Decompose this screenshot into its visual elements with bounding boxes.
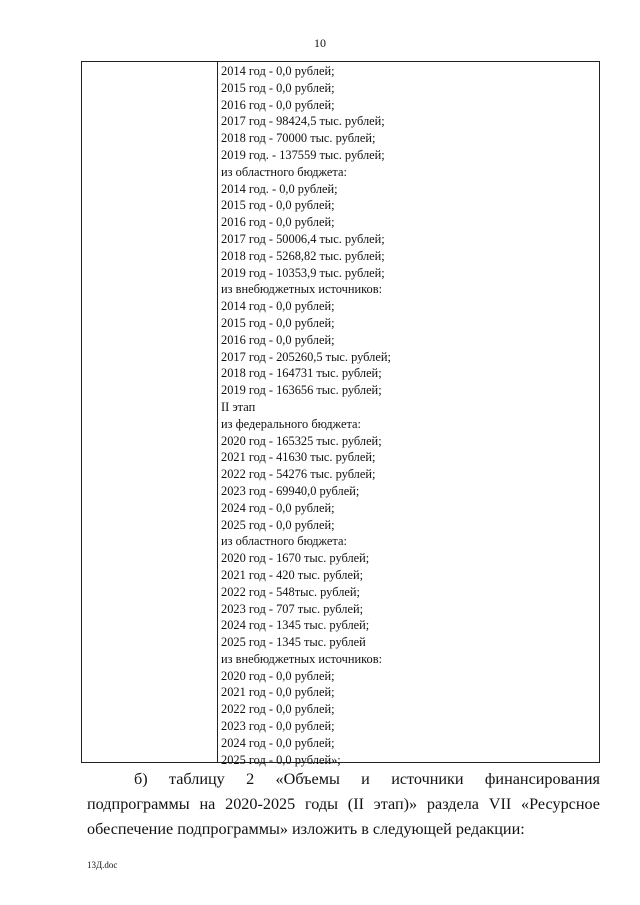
table-line: 2014 год. - 0,0 рублей; bbox=[221, 181, 338, 196]
table-line: из областного бюджета: bbox=[221, 534, 347, 549]
table-line: 2016 год - 0,0 рублей; bbox=[221, 97, 335, 112]
table-line: 2021 год - 0,0 рублей; bbox=[221, 685, 335, 700]
footer-filename: 13Д.doc bbox=[87, 860, 118, 870]
table-line: 2021 год - 41630 тыс. рублей; bbox=[221, 450, 376, 465]
table-line: 2020 год - 165325 тыс. рублей; bbox=[221, 433, 382, 448]
table-line: 2023 год - 707 тыс. рублей; bbox=[221, 601, 364, 616]
table-line: 2015 год - 0,0 рублей; bbox=[221, 315, 335, 330]
table-line: 2024 год - 1345 тыс. рублей; bbox=[221, 618, 370, 633]
table-line: 2025 год - 0,0 рублей; bbox=[221, 517, 335, 532]
table-line: 2022 год - 0,0 рублей; bbox=[221, 702, 335, 717]
table-line: из внебюджетных источников: bbox=[221, 282, 383, 297]
table-column-divider bbox=[217, 62, 218, 762]
table-line: 2024 год - 0,0 рублей; bbox=[221, 500, 335, 515]
table-line: 2018 год - 70000 тыс. рублей; bbox=[221, 131, 376, 146]
table-line: 2015 год - 0,0 рублей; bbox=[221, 198, 335, 213]
table-line: 2022 год - 548тыс. рублей; bbox=[221, 584, 360, 599]
table-line: 2015 год - 0,0 рублей; bbox=[221, 80, 335, 95]
table-line: 2019 год - 10353,9 тыс. рублей; bbox=[221, 265, 385, 280]
table-line: 2025 год - 0,0 рублей»; bbox=[221, 752, 341, 767]
table-line: 2023 год - 69940,0 рублей; bbox=[221, 483, 360, 498]
table-line: 2019 год - 163656 тыс. рублей; bbox=[221, 383, 382, 398]
funding-lines-cell bbox=[221, 63, 391, 768]
body-paragraph: б) таблицу 2 «Объемы и источники финансирования подпрограммы на 2020-2025 годы (II этап)» раздела VII «Ресурсное обеспечение подпрограммы» изложить в следующей редакции: bbox=[87, 770, 600, 838]
table-line: 2014 год - 0,0 рублей; bbox=[221, 64, 335, 78]
table-line: из федерального бюджета: bbox=[221, 416, 361, 431]
table-line: II этап bbox=[221, 399, 256, 414]
table-line: из областного бюджета: bbox=[221, 164, 347, 179]
table-line: 2018 год - 5268,82 тыс. рублей; bbox=[221, 248, 385, 263]
table-line: 2022 год - 54276 тыс. рублей; bbox=[221, 467, 376, 482]
table-line: 2023 год - 0,0 рублей; bbox=[221, 719, 335, 734]
table-line: 2017 год - 205260,5 тыс. рублей; bbox=[221, 349, 391, 364]
table-line: 2025 год - 1345 тыс. рублей bbox=[221, 635, 366, 650]
table-line: 2024 год - 0,0 рублей; bbox=[221, 735, 335, 750]
page-number: 10 bbox=[314, 36, 326, 50]
table-line: 2017 год - 98424,5 тыс. рублей; bbox=[221, 114, 385, 129]
table-line: 2014 год - 0,0 рублей; bbox=[221, 299, 335, 314]
table-line: 2019 год. - 137559 тыс. рублей; bbox=[221, 147, 385, 162]
table-line: 2018 год - 164731 тыс. рублей; bbox=[221, 366, 382, 381]
table-line: 2017 год - 50006,4 тыс. рублей; bbox=[221, 231, 385, 246]
table-line: 2016 год - 0,0 рублей; bbox=[221, 332, 335, 347]
table-line: 2021 год - 420 тыс. рублей; bbox=[221, 567, 364, 582]
funding-table bbox=[81, 61, 600, 767]
table-line: 2016 год - 0,0 рублей; bbox=[221, 215, 335, 230]
table-line: из внебюджетных источников: bbox=[221, 651, 383, 666]
table-line: 2020 год - 0,0 рублей; bbox=[221, 668, 335, 683]
table-line: 2020 год - 1670 тыс. рублей; bbox=[221, 551, 370, 566]
